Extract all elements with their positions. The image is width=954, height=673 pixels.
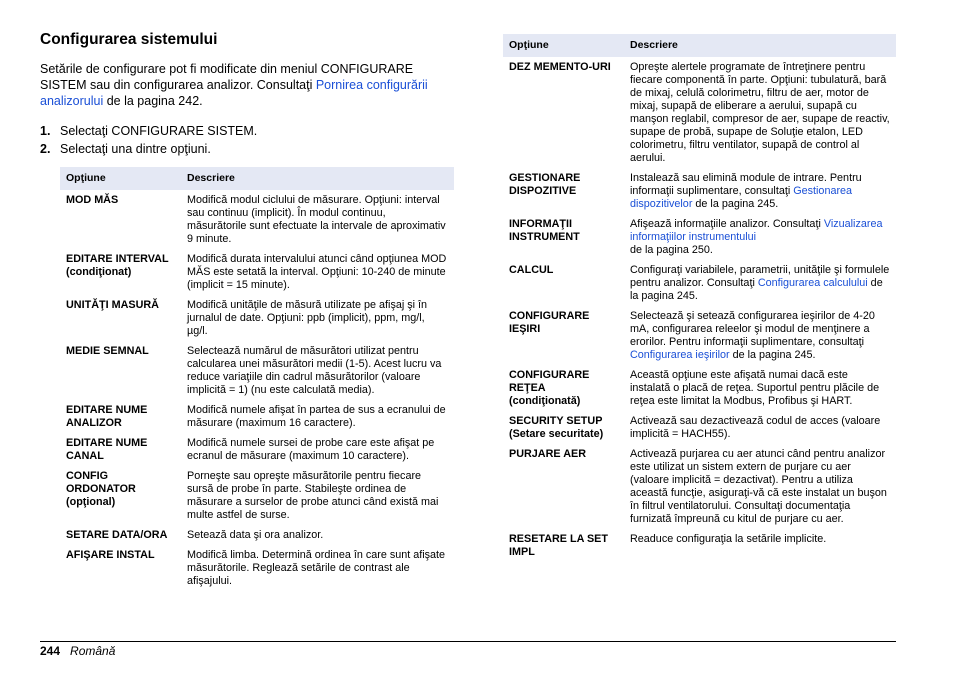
option-description: Porneşte sau opreşte măsurătorile pentru fiecare sursă de probe în parte. Stabileşte ordinea de măsurare a surselor de probe atunci când există mai multe astfel de surse. <box>187 470 439 521</box>
option-description: Modifică limba. Determină ordinea în care sunt afişate măsurătorile. Reglează setările de contrast ale afişajului. <box>187 549 446 587</box>
step-text: Selectaţi CONFIGURARE SISTEM. <box>60 124 258 138</box>
option-name: UNITĂŢI MASURĂ <box>66 299 159 311</box>
option-name: SETARE DATA/ORA <box>66 529 168 541</box>
cross-reference-link[interactable]: Gestionarea dispozitivelor <box>630 185 853 210</box>
table-row <box>503 57 896 168</box>
cross-reference-link[interactable]: Configurarea ieşirilor <box>630 349 730 361</box>
table-row <box>503 214 896 260</box>
option-name: EDITARE NUME ANALIZOR <box>66 404 148 429</box>
options-table-right <box>503 34 896 562</box>
option-name: CONFIG ORDONATOR (opţional) <box>66 470 136 508</box>
table-row <box>503 365 896 411</box>
header-option: Opţiune <box>60 167 181 190</box>
step-item <box>40 141 454 157</box>
table-row <box>60 525 454 545</box>
option-description: Activează purjarea cu aer atunci când pentru analizor este utilizat un sistem extern de purjare cu aer (valoare implicită = dezactivat). Pentru a utiliza această funcţie, asiguraţi-vă că este instalat un buşon în filtrul ventilatorului. Consultaţi documentaţia furnizată împreună cu kitul de purjare cu aer. <box>630 448 887 525</box>
option-name: EDITARE INTERVAL (condiţionat) <box>66 253 169 278</box>
option-name: AFIŞARE INSTAL <box>66 549 155 561</box>
desc-text: Configuraţi variabilele, parametrii, unităţile şi formulele pentru analizor. Consultaţi <box>630 264 890 289</box>
option-description: Modifică numele afişat în partea de sus a ecranului de măsurare (maximum 16 caractere). <box>187 404 446 429</box>
table-row <box>60 545 454 591</box>
desc-text-after: de la pagina 250. <box>630 244 713 256</box>
option-description: Selectează numărul de măsurători utilizat pentru calcularea unei măsurători medii (1-5). Acest lucru va reduce variaţiile din cadrul măsurătorilor (valoare implicită = 1) (nu este calculată media). <box>187 345 442 396</box>
header-description: Descriere <box>181 167 454 190</box>
cross-reference-link[interactable]: Configurarea calculului <box>757 277 868 289</box>
option-name: CONFIGURARE REŢEA (condiţionată) <box>509 369 590 407</box>
option-description: Modifică unităţile de măsură utilizate pe afişaj şi în jurnalul de date. Opţiuni: ppb (implicit), ppm, mg/l, µg/l. <box>187 299 428 337</box>
table-row <box>503 444 896 529</box>
step-number: 2. <box>40 142 51 156</box>
step-item <box>40 123 454 139</box>
table-row <box>60 190 454 249</box>
desc-text: Instalează sau elimină module de intrare. Pentru informaţii suplimentare, consultaţi <box>630 172 862 197</box>
intro-link[interactable]: Pornirea configurării analizorului <box>40 78 428 108</box>
option-description: Modifică modul ciclului de măsurare. Opţiuni: interval sau continuu (implicit). În modul continuu, măsurătorile sunt efectuate la intervale de aproximativ 9 minute. <box>187 194 446 245</box>
option-description: Această opţiune este afişată numai dacă este instalată o placă de reţea. Suportul pentru plăcile de reţea este limitat la Modbus, Profibus şi HART. <box>630 369 880 407</box>
table-row <box>503 260 896 306</box>
option-description: Activează sau dezactivează codul de acces (valoare implicită = HACH55). <box>630 415 881 440</box>
step-number: 1. <box>40 124 51 138</box>
option-description: Readuce configuraţia la setările implicite. <box>630 533 827 545</box>
page-title: Configurarea sistemului <box>40 31 218 48</box>
page-number: 244 <box>40 644 61 658</box>
table-row <box>503 168 896 214</box>
option-name: CALCUL <box>509 264 554 276</box>
table-row <box>60 249 454 295</box>
option-name: DEZ MEMENTO-URI <box>509 61 611 73</box>
option-name: MOD MĂS <box>66 194 119 206</box>
option-name: INFORMAŢII INSTRUMENT <box>509 218 580 243</box>
intro-text-after: de la pagina 242. <box>103 94 203 108</box>
table-row <box>60 433 454 466</box>
header-description: Descriere <box>624 34 896 57</box>
table-row <box>60 400 454 433</box>
option-description <box>624 260 896 306</box>
footer-divider <box>40 641 896 642</box>
option-description: Modifică durata intervalului atunci când opţiunea MOD MĂS este setată la interval. Opţiuni: 10-240 de minute (implicit = 15 minute). <box>187 253 447 291</box>
table-row <box>60 466 454 525</box>
step-text: Selectaţi una dintre opţiuni. <box>60 142 211 156</box>
option-description <box>624 168 896 214</box>
table-row <box>503 411 896 444</box>
header-option: Opţiune <box>503 34 624 57</box>
cross-reference-link[interactable]: Vizualizarea informaţiilor instrumentului <box>630 218 883 243</box>
desc-text: Selectează şi setează configurarea ieşirilor de 4-20 mA, configurarea releelor şi modul de menţinere a erorilor. Pentru informaţii suplimentare, consultaţi <box>630 310 875 348</box>
option-name: RESETARE LA SET IMPL <box>509 533 608 558</box>
table-row <box>503 529 896 562</box>
option-name: CONFIGURARE IEŞIRI <box>509 310 590 335</box>
option-name: PURJARE AER <box>509 448 586 460</box>
option-description <box>624 306 896 365</box>
option-name: MEDIE SEMNAL <box>66 345 149 357</box>
desc-text-after: de la pagina 245. <box>630 277 883 302</box>
option-description <box>624 214 896 260</box>
table-row <box>503 306 896 365</box>
intro-text: Setările de configurare pot fi modificate din meniul CONFIGURARE SISTEM sau din configurarea analizor. Consultaţi <box>40 62 414 92</box>
option-name: EDITARE NUME CANAL <box>66 437 148 462</box>
table-header-row <box>60 167 454 190</box>
option-description: Setează data şi ora analizor. <box>187 529 324 541</box>
table-header-row <box>503 34 896 57</box>
page-footer <box>40 644 115 658</box>
left-column <box>40 30 454 591</box>
desc-text-after: de la pagina 245. <box>729 349 816 361</box>
right-column <box>503 34 896 562</box>
desc-text-after: de la pagina 245. <box>692 198 779 210</box>
footer-language: Română <box>70 644 116 658</box>
desc-text: Afişează informaţiile analizor. Consultaţi <box>630 218 824 230</box>
intro-paragraph <box>40 61 454 109</box>
option-name: SECURITY SETUP (Setare securitate) <box>509 415 604 440</box>
table-row <box>60 341 454 400</box>
option-description: Opreşte alertele programate de întreţinere pentru fiecare componentă în parte. Opţiuni: tubulatură, bară de mixaj, celulă colorimetru, filtru de aer, motor de mixaj, supapă de eliberare a aerului, supapă cu manşon reglabil, compresor de aer, supape de reactiv, supape de probă, supape de Soluţie etalon, LED colorimetru, filtru ventilator, supapă de control al aerului. <box>630 61 890 164</box>
steps-list <box>40 123 454 157</box>
options-table-left <box>60 167 454 591</box>
table-row <box>60 295 454 341</box>
option-description: Modifică numele sursei de probe care este afişat pe ecranul de măsurare (maximum 10 caractere). <box>187 437 435 462</box>
option-name: GESTIONARE DISPOZITIVE <box>509 172 581 197</box>
